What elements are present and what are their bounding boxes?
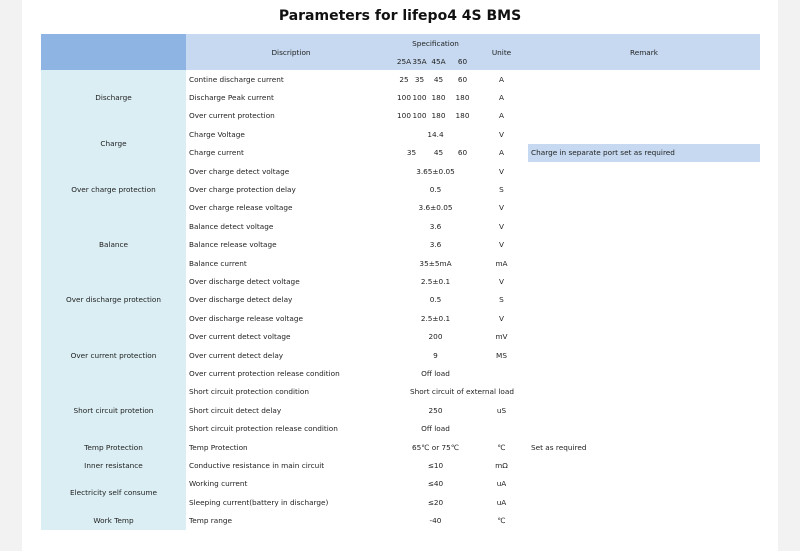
spec-value: 3.65±0.05 [416,166,455,176]
unit-value: S [499,295,504,305]
row-description: Balance release voltage [189,240,277,250]
category-short-circuit: Short circuit protetion [41,383,186,438]
remark-value [528,383,760,401]
unit-value: S [499,185,504,195]
row-description: Over discharge release voltage [189,313,303,323]
table-row [41,272,760,290]
unit-value: V [499,240,504,250]
table-row [41,70,760,88]
spec-value: 14.4 [427,129,444,139]
remark-value: Set as required [531,442,587,452]
spec-value: 60 [457,148,468,158]
category-self-consume: Electricity self consume [41,475,186,512]
spec-value: 180 [455,111,470,121]
unit-value: V [499,221,504,231]
category-discharge: Discharge [41,70,186,125]
unit-value [475,364,528,382]
remark-value [528,456,760,474]
remark-value [528,364,760,382]
spec-value: 100 [397,111,411,121]
remark-value [528,419,760,437]
spec-value: 3.6±0.05 [418,203,453,213]
remark-value [528,309,760,327]
remark-value [528,70,760,88]
spec-value: 45 [433,148,444,158]
spec-value: 180 [431,93,446,103]
row-description: Over charge detect voltage [189,166,290,176]
unit-value: V [499,203,504,213]
spec-value: Off load [421,368,450,378]
spec-value: 0.5 [429,295,442,305]
unit-value: ℃ [497,516,506,526]
spec-value: 35±5mA [419,258,452,268]
spec-value: ≤20 [427,497,444,507]
unit-value: mV [495,332,508,342]
header-spec-25a: 25A [396,52,412,70]
parameter-table [41,34,760,530]
table-row [41,383,760,401]
spec-value: 2.5±0.1 [420,276,451,286]
remark-value [528,511,760,529]
table-row [41,475,760,493]
unit-value: mA [495,258,508,268]
row-description: Short circuit detect delay [189,405,282,415]
row-description: Charge Voltage [189,129,245,139]
spec-value: 25 [399,74,409,84]
left-margin [0,0,22,551]
spec-value: 65℃ or 75℃ [411,442,460,452]
row-description: Conductive resistance in main circuit [189,460,325,470]
remark-value [528,291,760,309]
remark-value [528,162,760,180]
table-row [41,217,760,235]
spec-value: 100 [412,93,427,103]
category-temp-protection: Temp Protection [41,438,186,456]
table-row [41,327,760,345]
unit-value: V [499,166,504,176]
table-row [41,125,760,143]
spec-value: 250 [428,405,443,415]
remark-value [528,272,760,290]
spec-value: 3.6 [429,240,442,250]
unit-value: A [499,74,504,84]
category-over-current: Over current protection [41,327,186,382]
row-description: Temp Protection [189,442,248,452]
spec-value: ≤40 [427,479,444,489]
header-unite: Unite [475,34,528,70]
parameter-table-container [41,34,760,530]
spec-value: 200 [428,332,443,342]
header-row [41,34,760,52]
unit-value: A [499,111,504,121]
header-spec-60: 60 [450,52,475,70]
row-description: Short circuit protection release condition [189,424,338,434]
spec-value: 35 [406,148,417,158]
spec-value: ≤10 [427,460,444,470]
spec-value: Short circuit of external load [410,387,514,397]
table-row [41,438,760,456]
table-row [41,511,760,529]
spec-value: 9 [433,350,438,360]
table-row [41,162,760,180]
table-row [41,456,760,474]
remark-value [528,199,760,217]
unit-value: uS [496,405,507,415]
row-description: Working current [189,479,248,489]
row-description: Over current detect voltage [189,332,291,342]
spec-value: 180 [455,93,470,103]
remark-value [528,180,760,198]
category-work-temp: Work Temp [41,511,186,529]
unit-value: uA [496,479,507,489]
row-description: Over current protection [189,111,275,121]
unit-value: V [499,276,504,286]
header-remark: Remark [528,34,760,70]
row-description: Balance detect voltage [189,221,274,231]
row-description: Balance current [189,258,247,268]
spec-value: 2.5±0.1 [420,313,451,323]
row-description: Temp range [189,516,232,526]
unit-value: V [499,129,504,139]
spec-value: 3.6 [429,221,442,231]
unit-value: MS [496,350,507,360]
row-description: Over charge protection delay [189,185,296,195]
row-description: Over current detect delay [189,350,284,360]
category-balance: Balance [41,217,186,272]
document-title: Parameters for lifepo4 4S BMS [278,8,522,24]
category-over-discharge: Over discharge protection [41,272,186,327]
row-description: Contine discharge current [189,74,284,84]
remark-value [528,107,760,125]
row-description: Sleeping current(battery in discharge) [189,497,329,507]
remark-value [528,475,760,493]
row-description: Charge current [189,148,244,158]
header-corner [41,34,186,70]
header-spec-45a: 45A [427,52,450,70]
remark-value [528,236,760,254]
spec-value: 0.5 [429,185,442,195]
spec-value: 45 [433,74,444,84]
category-over-charge: Over charge protection [41,162,186,217]
category-inner-resistance: Inner resistance [41,456,186,474]
unit-value: mΩ [495,460,508,470]
remark-value [528,493,760,511]
spec-value: 100 [397,93,411,103]
row-description: Over discharge detect delay [189,295,293,305]
remark-value [528,327,760,345]
header-specification: Specification [396,34,475,52]
row-description: Discharge Peak current [189,93,274,103]
unit-value: V [499,313,504,323]
spec-value: Off load [421,424,450,434]
remark-value: Charge in separate port set as required [528,144,760,162]
right-margin [778,0,800,551]
remark-value [528,125,760,143]
spec-value: -40 [429,516,442,526]
unit-value: A [499,148,504,158]
remark-value [528,254,760,272]
unit-value [475,419,528,437]
row-description: Over discharge detect voltage [189,276,300,286]
unit-value: A [499,93,504,103]
remark-value [528,401,760,419]
header-discription: Discription [186,34,396,70]
category-charge: Charge [41,125,186,162]
unit-value: uA [496,497,507,507]
spec-value: 35 [414,74,425,84]
header-spec-35a: 35A [412,52,427,70]
spec-value: 60 [457,74,468,84]
remark-value [528,88,760,106]
row-description: Short circuit protection condition [189,387,309,397]
remark-value [528,346,760,364]
spec-value: 180 [431,111,446,121]
row-description: Over current protection release condition [189,368,340,378]
row-description: Over charge release voltage [189,203,293,213]
remark-value [528,217,760,235]
spec-value: 100 [412,111,427,121]
unit-value: ℃ [497,442,506,452]
